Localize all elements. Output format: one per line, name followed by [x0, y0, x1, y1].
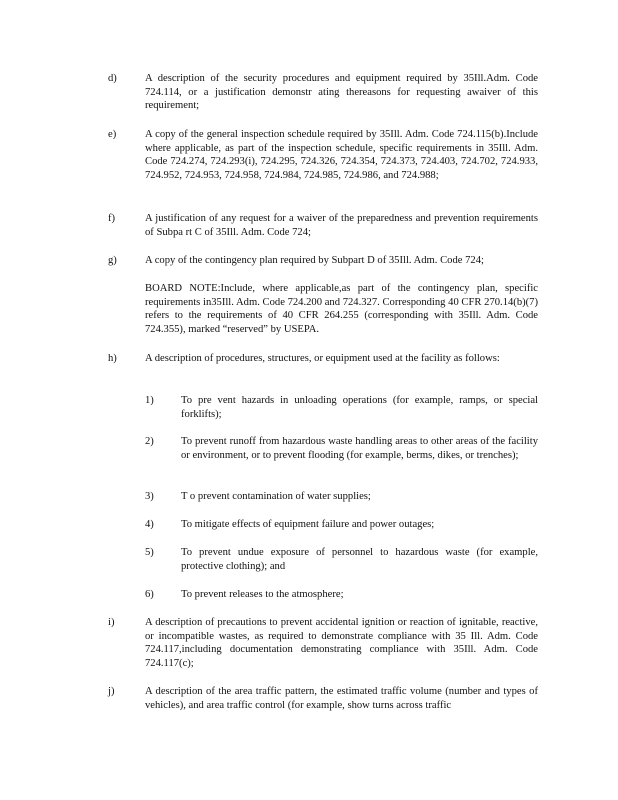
item-text: A description of the area traffic pattern, the estimated traffic volume (number and types of vehicles), and area traffic control (for example, show turns across traffic: [145, 686, 538, 711]
item-marker: f): [108, 213, 116, 224]
sub-item-number: 1): [145, 395, 154, 406]
sub-item-number: 6): [145, 589, 154, 600]
sub-item-text: To prevent runoff from hazardous waste handling areas to other areas of the facility or environment, or to prevent flooding (for example, berms, dikes, or trenches);: [181, 436, 538, 461]
board-note: BOARD NOTE:Include, where applicable,as part of the contingency plan, specific requirements in35Ill. Adm. Code 724.200 and 724.327. Corresponding 40 CFR 270.14(b)(7) refers to the requirements of 40 CFR 264.255 (corresponding with 35Ill. Adm. Code 724.355), marked “reserved” by USEPA.: [145, 283, 538, 335]
item-text: A copy of the contingency plan required by Subpart D of 35Ill. Adm. Code 724;: [145, 255, 484, 266]
sub-item-number: 2): [145, 436, 154, 447]
item-text: A description of procedures, structures, or equipment used at the facility as follows:: [145, 353, 500, 364]
sub-item-text: To mitigate effects of equipment failure and power outages;: [181, 519, 435, 530]
sub-item-text: To prevent releases to the atmosphere;: [181, 589, 344, 600]
item-text: A justification of any request for a waiver of the preparedness and prevention requirements of Subpa rt C of 35Ill. Adm. Code 724;: [145, 213, 538, 238]
item-text: A description of precautions to prevent accidental ignition or reaction of ignitable, reactive, or incompatible wastes, as required to demonstrate compliance with 35 Ill. Adm. Code 724.117,including documentation demonstrating compliance with 35Ill. Adm. Code 724.117(c);: [145, 617, 538, 669]
item-marker: i): [108, 617, 115, 628]
item-marker: d): [108, 73, 117, 84]
sub-item-number: 3): [145, 491, 154, 502]
item-text: A copy of the general inspection schedule required by 35Ill. Adm. Code 724.115(b).Include where applicable, as part of the inspection schedule, specific requirements in 35Ill. Adm. Code 724.274, 724.293(i), 724.295, 724.326, 724.354, 724.373, 724.403, 724.702, 724.933, 724.952, 724.953, 724.958, 724.984, 724.985, 724.986, and 724.988;: [145, 129, 538, 181]
item-marker: e): [108, 129, 117, 140]
sub-item-number: 4): [145, 519, 154, 530]
item-text: A description of the security procedures and equipment required by 35Ill.Adm. Code 724.114, or a justification demonstr ating thereasons for requesting awaiver of this requirement;: [145, 73, 538, 112]
sub-item-text: To prevent undue exposure of personnel to hazardous waste (for example, protective clothing); and: [181, 547, 538, 572]
sub-item-number: 5): [145, 547, 154, 558]
sub-item-text: To pre vent hazards in unloading operations (for example, ramps, or special forklifts);: [181, 395, 538, 420]
item-marker: g): [108, 255, 117, 266]
item-marker: j): [108, 686, 115, 697]
sub-item-text: T o prevent contamination of water supplies;: [181, 491, 371, 502]
item-marker: h): [108, 353, 117, 364]
